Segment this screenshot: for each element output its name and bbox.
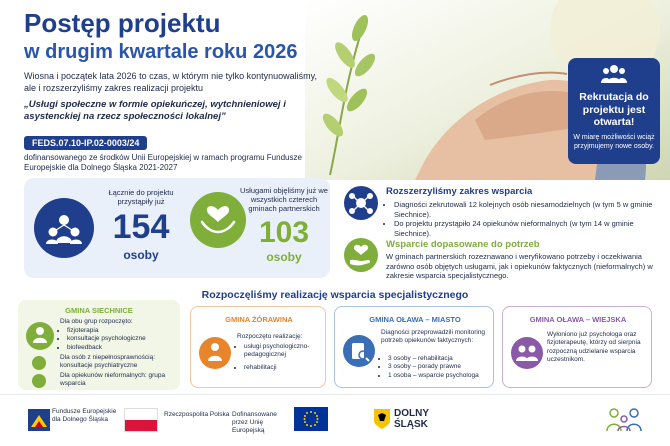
- scope-item: • Do projektu przystąpiło 24 opiekunów nieformalnych (w tym 14 w gminie Siechnice).: [394, 219, 662, 238]
- tailored-title: Wsparcie dopasowane do potrzeb: [386, 239, 540, 250]
- gmina-item: • 3 osoby – porady prawne: [388, 363, 491, 371]
- dolny-slask-crest-icon: [374, 409, 390, 429]
- services-stat-value: 103: [258, 216, 310, 249]
- project-code-badge: FEDS.07.10-IP.02-0003/24: [24, 136, 147, 150]
- section-title: Rozpoczęliśmy realizację wsparcia specjalistycznego: [201, 289, 469, 301]
- ds-logo-line1: DOLNY: [394, 408, 429, 419]
- people-stat-value: 154: [112, 208, 170, 246]
- people-support-icon: [26, 322, 54, 350]
- project-name: „Usługi społeczne w formie opiekuńczej, wytchnieniowej i asystenckiej na rzecz społeczności lokalnej”: [24, 99, 286, 122]
- gmina-extra-2: Dla opiekunów nieformalnych: grupa wsparcia: [60, 372, 166, 388]
- stats-panel: [24, 178, 330, 278]
- recruitment-title: Rekrutacja do projektu jest otwarta!: [579, 91, 649, 128]
- page-subtitle: w drugim kwartale roku 2026: [24, 41, 298, 63]
- eu-flag-icon: [294, 407, 328, 431]
- recruitment-subtitle: W miarę możliwości wciąż przyjmujemy nowe osoby.: [573, 133, 655, 150]
- fe-logo-text: Fundusze Europejskie dla Dolnego Śląska: [52, 408, 117, 423]
- clipboard-search-icon: [343, 335, 375, 367]
- gmina-body: Wyłoniono już psychologa oraz fizjoterapeutę, którzy od sierpnia rozpoczną udzielanie wsparcia uczestnikom.: [547, 331, 641, 363]
- gmina-item: • 1 osoba – wsparcie psychologa: [388, 372, 491, 380]
- gmina-intro: Diagności przeprowadzili monitoring potrzeb opiekunów faktycznych:: [381, 329, 486, 345]
- scope-item: • Diagności zekrutowali 12 kolejnych osób niesamodzielnych (w tym 5 w gminie Siechnice).: [394, 200, 662, 219]
- ds-logo-line2: ŚLĄSK: [394, 419, 428, 430]
- tailored-body: W gminach partnerskich rozeznawano i weryfikowano potrzeby i oczekiwania zarówno osób objętych usługami, jak i opiekunów faktycznych (nieformalnych) w zakresie wsparcia specjalistycznego.: [386, 252, 653, 280]
- gmina-card-olawa-miasto: [334, 306, 494, 388]
- page-title: Postęp projektu: [24, 8, 221, 38]
- gmina-item: • rehabilitacji: [244, 364, 323, 372]
- team-icon: [511, 337, 543, 369]
- services-stat-label: Usługami objęliśmy już we wszystkich czterech gminach partnerskich: [240, 186, 328, 213]
- gmina-item: • usługi psychologiczno-pedagogicznej: [244, 343, 323, 360]
- funding-text: dofinansowanego ze środków Unii Europejskiej w ramach programu Fundusze Europejskie dla Dolnego Śląska 2021-2027: [24, 153, 302, 172]
- gmina-name: GMINA OŁAWA – MIASTO: [369, 315, 461, 324]
- gmina-intro: Rozpoczęto realizację:: [237, 333, 303, 340]
- poland-flag-icon: [124, 408, 158, 432]
- recruitment-box: [568, 58, 660, 164]
- gmina-items: [60, 327, 176, 352]
- gmina-name: GMINA OŁAWA – WIEJSKA: [529, 315, 627, 324]
- scope-title: Rozszerzyliśmy zakres wsparcia: [386, 186, 533, 197]
- people-group-icon: [600, 71, 628, 88]
- people-stat-label: Łącznie do projektu przystąpiły już: [108, 188, 174, 206]
- gmina-item: • 3 osoby – rehabilitacja: [388, 355, 491, 363]
- gmina-name: GMINA ŻÓRAWINA: [225, 315, 293, 324]
- people-stat-unit: osoby: [123, 248, 159, 262]
- people-network-icon: [34, 198, 94, 258]
- services-stat-unit: osoby: [266, 250, 302, 264]
- gmina-card-zorawina: [190, 306, 326, 388]
- caregiver-icon: [32, 374, 46, 388]
- gmina-items: [381, 355, 491, 380]
- gmina-intro: Dla obu grup rozpoczęto:: [60, 318, 133, 325]
- gmina-card-siechnice: [18, 300, 180, 390]
- wheelchair-icon: [32, 356, 46, 370]
- network-gear-icon: [344, 186, 378, 220]
- gmina-card-olawa-wiejska: [502, 306, 652, 388]
- gmina-item: • fizjoterapia: [67, 327, 176, 335]
- gmina-extra-1: Dla osób z niepełnosprawnością: konsultacje psychiatryczne: [60, 354, 156, 370]
- fe-logo-icon: [28, 409, 50, 431]
- gmina-item: • biofeedback: [67, 344, 176, 352]
- scope-list: [386, 200, 662, 238]
- family-logo-icon: [604, 405, 644, 435]
- gmina-item: • konsultacje psychologiczne: [67, 335, 176, 343]
- gmina-items: [237, 343, 323, 372]
- therapy-icon: [199, 337, 231, 369]
- footer-logos: [0, 394, 670, 446]
- eu-logo-text: Dofinansowane przez Unię Europejską: [232, 411, 277, 434]
- intro-text: Wiosna i początek lata 2026 to czas, w którym nie tylko kontynuowaliśmy, ale i rozszerzyliśmy zakres realizacji projektu: [24, 71, 317, 93]
- hand-heart-icon: [344, 238, 378, 272]
- gmina-name: GMINA SIECHNICE: [65, 306, 133, 315]
- rp-logo-text: Rzeczpospolita Polska: [164, 411, 230, 418]
